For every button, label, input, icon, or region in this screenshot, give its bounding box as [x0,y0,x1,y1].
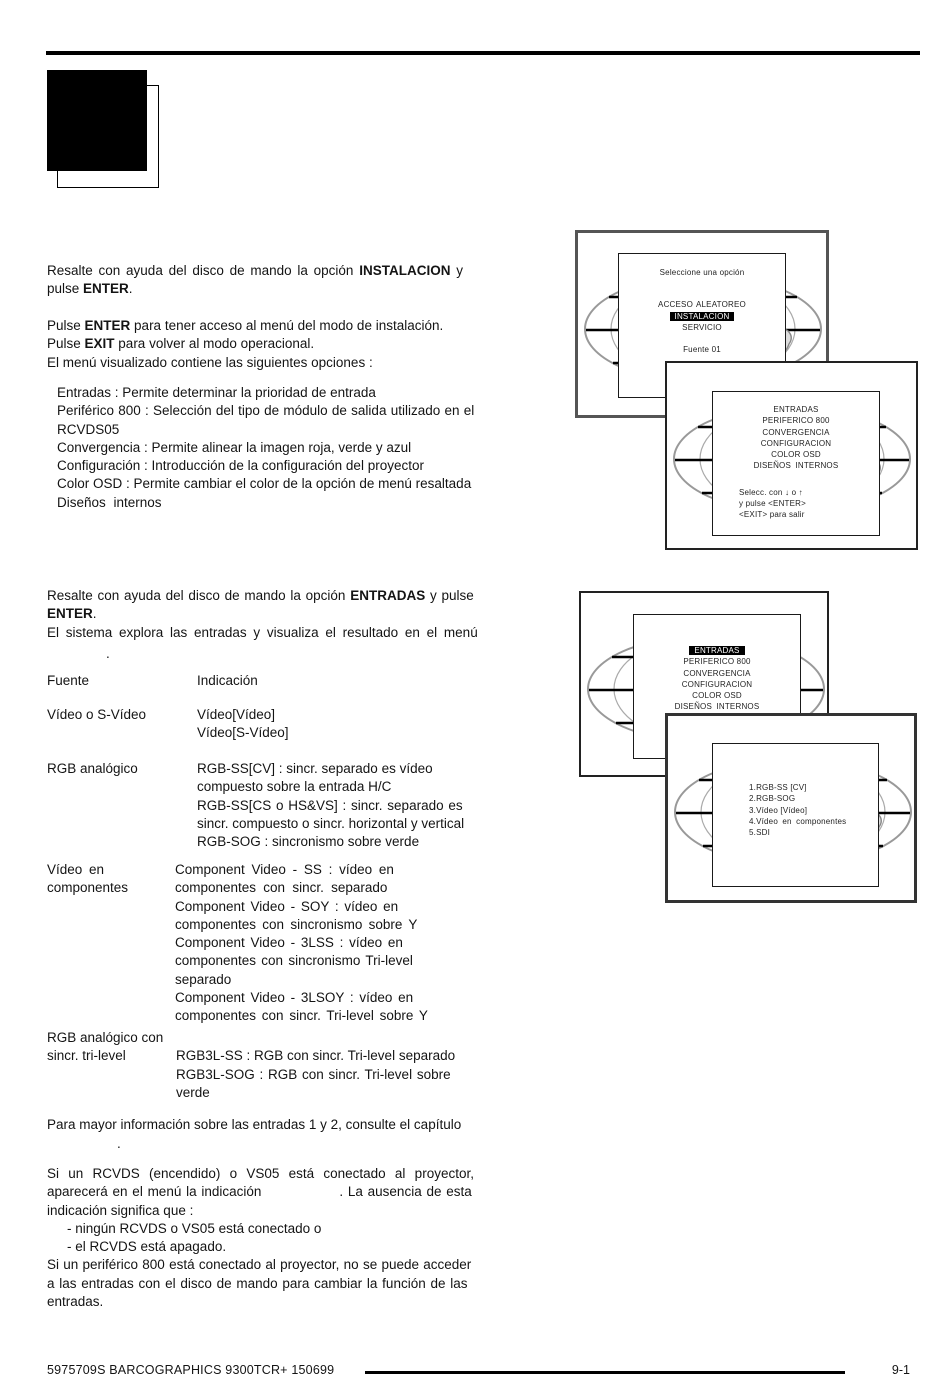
text-segment: RGB analógico con [47,1030,164,1045]
osd-menu-item: CONFIGURACION [760,438,832,448]
text-line [47,645,510,663]
osd-menu-item: DISEÑOS INTERNOS [753,461,839,471]
text-line [57,402,520,420]
text-segment: a las entradas con el disco de mando para cambiar la función de las [47,1275,468,1291]
text-line [47,1084,510,1102]
text-block [47,262,510,299]
text-segment: Component Video - 3LSOY : vídeo en [175,990,414,1006]
text-segment: Configuración : Introducción de la configuración del proyector [57,458,424,474]
osd-menu-item [634,645,800,656]
text-segment: Component Video - SS : vídeo en [175,862,394,877]
text-line [57,457,520,475]
text-line [57,421,520,439]
text-block [47,645,510,663]
text-segment: sincr. compuesto o sincr. horizontal y vertical [197,815,465,831]
osd-menu-item: ACCESO ALEATOREO [658,300,746,310]
bold-text: ENTER [84,318,131,333]
text-segment: y [450,263,463,278]
text-line [47,1007,510,1025]
text-block [47,1116,510,1134]
text-block [47,672,510,690]
text-line [47,1202,510,1220]
text-line [47,916,510,934]
text-line [47,262,510,280]
text-line [47,317,510,335]
osd-menu-box [712,391,880,536]
text-segment: Convergencia : Permite alinear la imagen roja, verde y azul [57,439,412,455]
text-line [47,605,510,623]
osd-menu-item: ENTRADAS [773,405,819,414]
osd-menu-item: y pulse <ENTER> [739,499,807,509]
osd-menu-item: Seleccione una opción [659,268,745,277]
text-segment: Component Video - SOY : vídeo en [175,898,399,914]
text-segment: . La ausencia de esta [339,1184,472,1200]
bold-text: ENTER [83,281,129,297]
osd-menu-item: 2.RGB-SOG [749,794,796,804]
osd-menu-item: PERIFERICO 800 [683,657,751,667]
text-segment: RCVDS05 [57,421,120,437]
top-rule [46,51,920,55]
text-line [47,1238,510,1256]
text-segment: Entradas : Permite determinar la prioridad de entrada [57,385,376,400]
text-segment: RGB3L-SS : RGB con sincr. Tri-level separado [176,1048,456,1064]
osd-menu-item: SERVICIO [682,322,722,332]
text-segment: - ningún RCVDS o VS05 está conectado o [67,1220,322,1236]
text-segment: RGB analógico [47,761,138,776]
text-segment: Color OSD : Permite cambiar el color de la opción de menú resaltada [57,476,472,492]
text-segment: El menú visualizado contiene las siguientes opciones : [47,354,373,370]
text-segment: RGB-SS[CV] : sincr. separado es vídeo [197,761,433,776]
text-line [47,1275,510,1293]
text-segment: para tener acceso al menú del modo de instalación. [130,318,444,333]
text-line [47,879,510,897]
text-block [47,760,510,851]
text-segment: separado [175,971,232,987]
text-segment: Vídeo[Vídeo] [197,707,276,722]
text-segment: Si un periférico 800 está conectado al proyector, no se puede acceder [47,1257,472,1273]
text-line [47,1220,510,1238]
text-segment: Para mayor información sobre las entradas 1 y 2, consulte el capítulo [47,1117,462,1132]
text-line [57,384,520,402]
text-block [47,861,510,1026]
text-line [47,1066,510,1084]
text-line [57,494,520,512]
chapter-image-placeholder [47,70,147,171]
text-segment: compuesto sobre la entrada H/C [197,779,392,795]
text-line [47,724,510,742]
text-segment: - el RCVDS está apagado. [67,1239,227,1255]
osd-menu-item: CONVERGENCIA [683,668,751,678]
text-segment: aparecerá en el menú la indicación [47,1184,262,1200]
text-line [57,475,520,493]
text-line [47,280,510,298]
text-segment: pulse [47,281,84,297]
text-segment: Component Video - 3LSS : vídeo en [175,935,403,951]
text-segment: Diseños internos [57,494,162,510]
text-segment: componentes con sincr. separado [175,880,388,896]
text-line [47,1135,510,1153]
text-line [47,1183,510,1201]
text-block [47,1135,510,1153]
text-line [47,624,510,642]
osd-menu-item [619,311,785,322]
text-segment: Indicación [197,673,258,688]
text-segment: Pulse [47,336,85,352]
text-segment: para volver al modo operacional. [114,336,315,352]
osd-menu-item: CONFIGURACION [681,679,753,689]
text-segment: RGB-SS[CS o HS&VS] : sincr. separado es [197,797,463,813]
text-line [47,1029,510,1047]
text-segment: El sistema explora las entradas y visualiza el resultado en el menú [47,624,478,640]
footer-document-id: 5975709S BARCOGRAPHICS 9300TCR+ 150699 [47,1363,335,1377]
text-segment: Si un RCVDS (encendido) o VS05 está conectado al proyector, [47,1166,474,1181]
osd-menu-box [712,743,879,887]
text-segment: Periférico 800 : Selección del tipo de módulo de salida utilizado en el [57,403,475,419]
text-block [47,1029,510,1102]
osd-menu-item: CONVERGENCIA [762,427,830,437]
text-segment: Vídeo en [47,862,105,877]
text-segment: componentes con sincronismo Tri-level [175,953,413,969]
text-line [47,971,510,989]
text-block [47,706,510,743]
footer-page-number: 9-1 [891,1363,910,1377]
bold-text: EXIT [84,336,115,352]
text-block [57,384,520,512]
text-segment: verde [176,1084,210,1100]
text-segment: . [117,1136,121,1151]
text-segment: Resalte con ayuda del disco de mando la opción [47,263,360,278]
text-line [47,1165,510,1183]
osd-highlighted-item: ENTRADAS [689,646,744,655]
text-line [47,778,510,796]
osd-menu-item: 4.Vídeo en componentes [749,816,847,826]
text-line [47,861,510,879]
osd-menu-item: Selecc. con ↓ o ↑ [739,487,803,497]
text-block [47,587,510,642]
text-line [47,833,510,851]
text-segment: Fuente [47,673,90,688]
text-line [47,1293,510,1311]
text-segment: componentes con sincronismo sobre Y [175,916,418,932]
text-segment: Vídeo o S-Vídeo [47,707,147,722]
osd-menu-item: 1.RGB-SS [CV] [749,783,807,792]
text-line [47,934,510,952]
osd-screen-instalacion-menu [665,361,918,550]
footer-rule [365,1371,845,1374]
osd-menu-item: PERIFERICO 800 [762,416,830,426]
bold-text: INSTALACION [359,263,451,278]
text-segment: Pulse [47,318,85,333]
bold-text: ENTER [47,606,93,622]
bold-text: ENTRADAS [350,588,426,603]
osd-menu-item: COLOR OSD [692,691,742,701]
missing-text-gap [261,1195,339,1196]
text-line [47,672,510,690]
text-line [47,989,510,1007]
osd-menu-item: 3.Vídeo [Vídeo] [749,805,808,815]
osd-menu-item: COLOR OSD [771,450,821,460]
osd-menu-item: DISEÑOS INTERNOS [674,702,760,712]
text-segment: y pulse [425,588,474,603]
text-line [47,706,510,724]
text-segment: componentes con sincr. Tri-level sobre Y [175,1008,428,1024]
text-line [47,587,510,605]
text-block [47,1165,510,1311]
osd-menu-item: Fuente 01 [683,345,721,355]
text-line [47,952,510,970]
text-line [47,335,510,353]
text-segment: RGB-SOG : sincronismo sobre verde [197,834,420,850]
text-line [47,1256,510,1274]
text-line [47,1047,510,1065]
text-line [57,439,520,457]
text-segment: . [106,646,110,661]
text-line [47,815,510,833]
text-block [47,317,510,372]
text-segment: Vídeo[S-Vídeo] [197,725,289,741]
osd-menu-item: <EXIT> para salir [739,510,805,520]
text-segment: indicación significa que : [47,1202,194,1218]
text-segment: componentes [47,880,129,896]
text-line [47,354,510,372]
text-segment: . [128,281,133,297]
text-segment: RGB3L-SOG : RGB con sincr. Tri-level sobre [176,1066,451,1082]
text-line [47,760,510,778]
text-segment: sincr. tri-level [47,1048,126,1064]
text-segment: entradas. [47,1294,104,1310]
osd-highlighted-item: INSTALACION [670,312,735,321]
osd-menu-item: 5.SDI [749,828,771,838]
text-line [47,1116,510,1134]
text-line [47,898,510,916]
text-line [47,797,510,815]
text-segment: Resalte con ayuda del disco de mando la opción [47,588,351,603]
osd-screen-entradas-list [665,713,917,903]
text-segment: . [92,606,97,622]
